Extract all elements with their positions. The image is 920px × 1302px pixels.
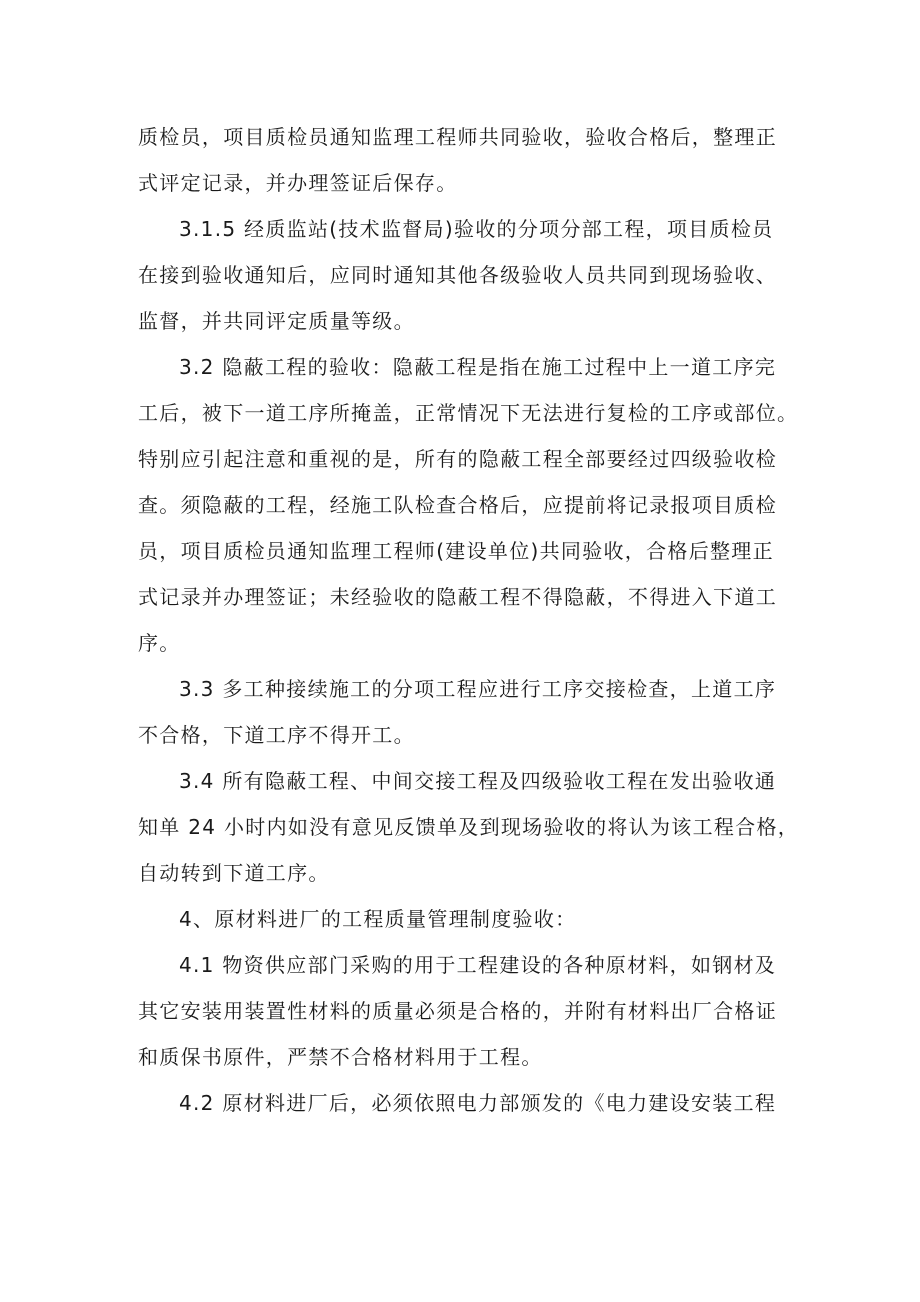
text-line: 知单 24 小时内如没有意见反馈单及到现场验收的将认为该工程合格， bbox=[138, 815, 800, 839]
text-line: 4.2 原材料进厂后，必须依照电力部颁发的《电力建设安装工程 bbox=[179, 1091, 777, 1115]
text-line: 不合格，下道工序不得开工。 bbox=[138, 723, 415, 747]
text-line: 3.1.5 经质监站(技术监督局)验收的分项分部工程，项目质检员 bbox=[179, 217, 774, 241]
paragraph-3-2 bbox=[138, 344, 799, 666]
paragraph-3-3 bbox=[138, 666, 788, 758]
text-line: 自动转到下道工序。 bbox=[138, 861, 330, 885]
paragraph-4-2 bbox=[138, 1080, 788, 1126]
text-line: 和质保书原件，严禁不合格材料用于工程。 bbox=[138, 1045, 543, 1069]
text-line: 3.2 隐蔽工程的验收：隐蔽工程是指在施工过程中上一道工序完 bbox=[179, 355, 777, 379]
text-line: 在接到验收通知后，应同时通知其他各级验收人员共同到现场验收、 bbox=[138, 263, 777, 287]
section-heading-4 bbox=[138, 896, 788, 942]
document-body bbox=[138, 114, 800, 1126]
paragraph-3-4 bbox=[138, 758, 800, 896]
text-line: 3.4 所有隐蔽工程、中间交接工程及四级验收工程在发出验收通 bbox=[179, 769, 777, 793]
text-line: 3.3 多工种接续施工的分项工程应进行工序交接检查，上道工序 bbox=[179, 677, 777, 701]
text-line: 其它安装用装置性材料的质量必须是合格的，并附有材料出厂合格证 bbox=[138, 999, 777, 1023]
text-line: 员，项目质检员通知监理工程师(建设单位)共同验收，合格后整理正 bbox=[138, 539, 774, 563]
text-line: 特别应引起注意和重视的是，所有的隐蔽工程全部要经过四级验收检 bbox=[138, 447, 777, 471]
text-line: 式评定记录，并办理签证后保存。 bbox=[138, 171, 458, 195]
text-line: 序。 bbox=[138, 631, 181, 655]
paragraph-4-1 bbox=[138, 942, 788, 1080]
paragraph-3-1-5 bbox=[138, 206, 788, 344]
text-line: 式记录并办理签证；未经验收的隐蔽工程不得隐蔽，不得进入下道工 bbox=[138, 585, 777, 609]
text-line: 4、原材料进厂的工程质量管理制度验收： bbox=[179, 907, 577, 931]
text-line: 监督，并共同评定质量等级。 bbox=[138, 309, 415, 333]
text-line: 质检员，项目质检员通知监理工程师共同验收，验收合格后，整理正 bbox=[138, 125, 777, 149]
text-line: 工后，被下一道工序所掩盖，正常情况下无法进行复检的工序或部位。 bbox=[138, 401, 799, 425]
text-line: 查。须隐蔽的工程，经施工队检查合格后，应提前将记录报项目质检 bbox=[138, 493, 777, 517]
paragraph-continuation bbox=[138, 114, 788, 206]
text-line: 4.1 物资供应部门采购的用于工程建设的各种原材料，如钢材及 bbox=[179, 953, 777, 977]
